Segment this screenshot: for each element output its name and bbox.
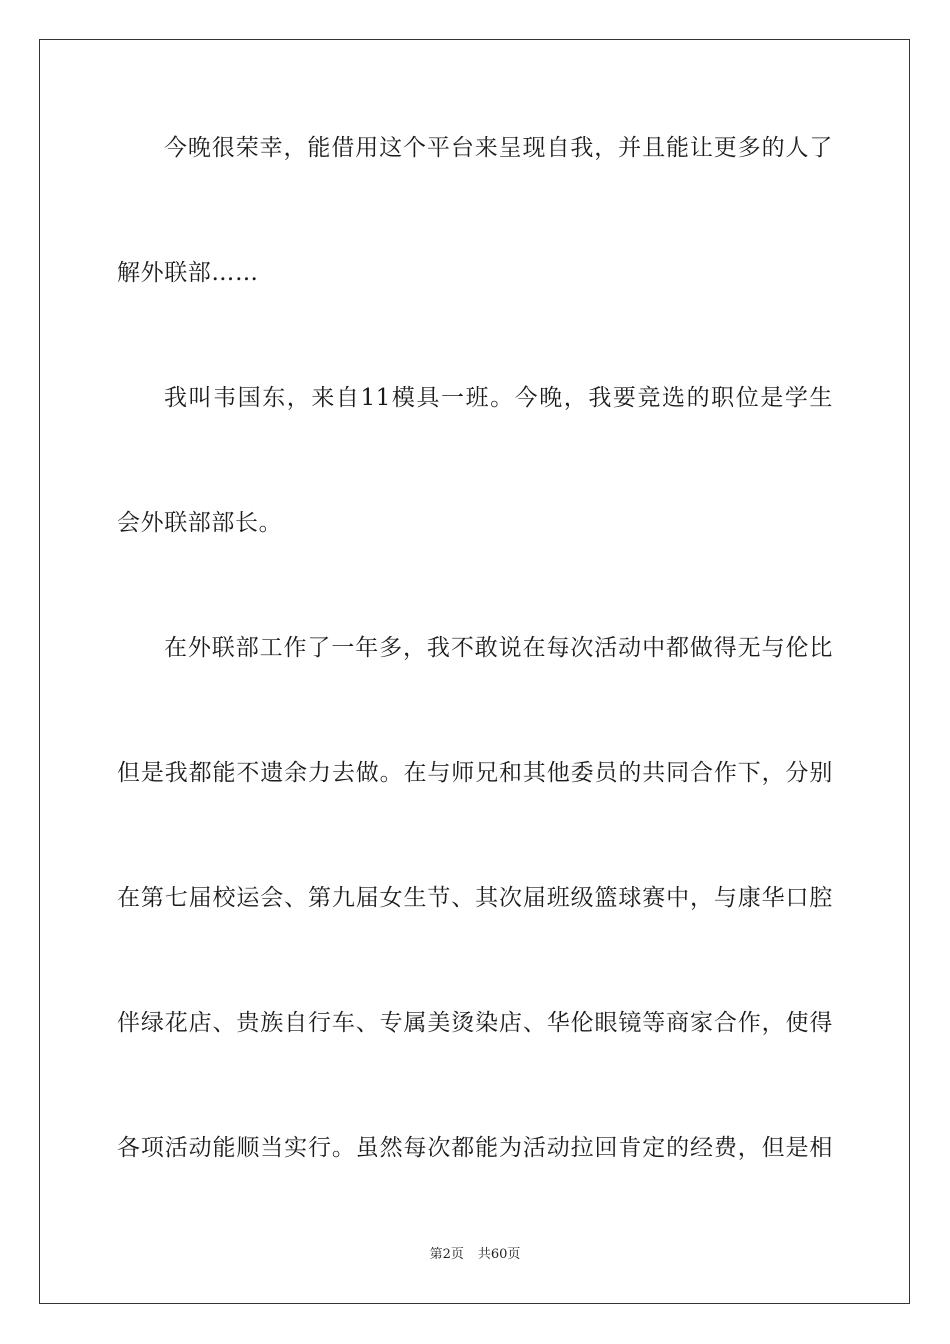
paragraph-line-6: 但是我都能不遗余力去做。在与师兄和其他委员的共同合作下，分别 [117, 760, 833, 786]
paragraph-line-4: 会外联部部长。 [117, 510, 283, 536]
paragraph-line-1: 今晚很荣幸，能借用这个平台来呈现自我，并且能让更多的人了 [164, 135, 833, 161]
paragraph-line-5: 在外联部工作了一年多，我不敢说在每次活动中都做得无与伦比 [164, 635, 833, 661]
paragraph-line-2: 解外联部…… [117, 260, 259, 286]
page-footer [0, 1246, 950, 1264]
page-border [39, 39, 910, 1304]
total-pages-label: 共60页 [477, 1247, 521, 1262]
paragraph-line-8: 伴绿花店、贵族自行车、专属美烫染店、华伦眼镜等商家合作，使得 [117, 1010, 833, 1036]
paragraph-line-9: 各项活动能顺当实行。虽然每次都能为活动拉回肯定的经费，但是相 [117, 1135, 833, 1161]
paragraph-line-7: 在第七届校运会、第九届女生节、其次届班级篮球赛中，与康华口腔 [117, 885, 833, 911]
paragraph-line-3: 我叫韦国东，来自11模具一班。今晚，我要竞选的职位是学生 [164, 385, 833, 411]
current-page-label: 第2页 [429, 1247, 464, 1262]
